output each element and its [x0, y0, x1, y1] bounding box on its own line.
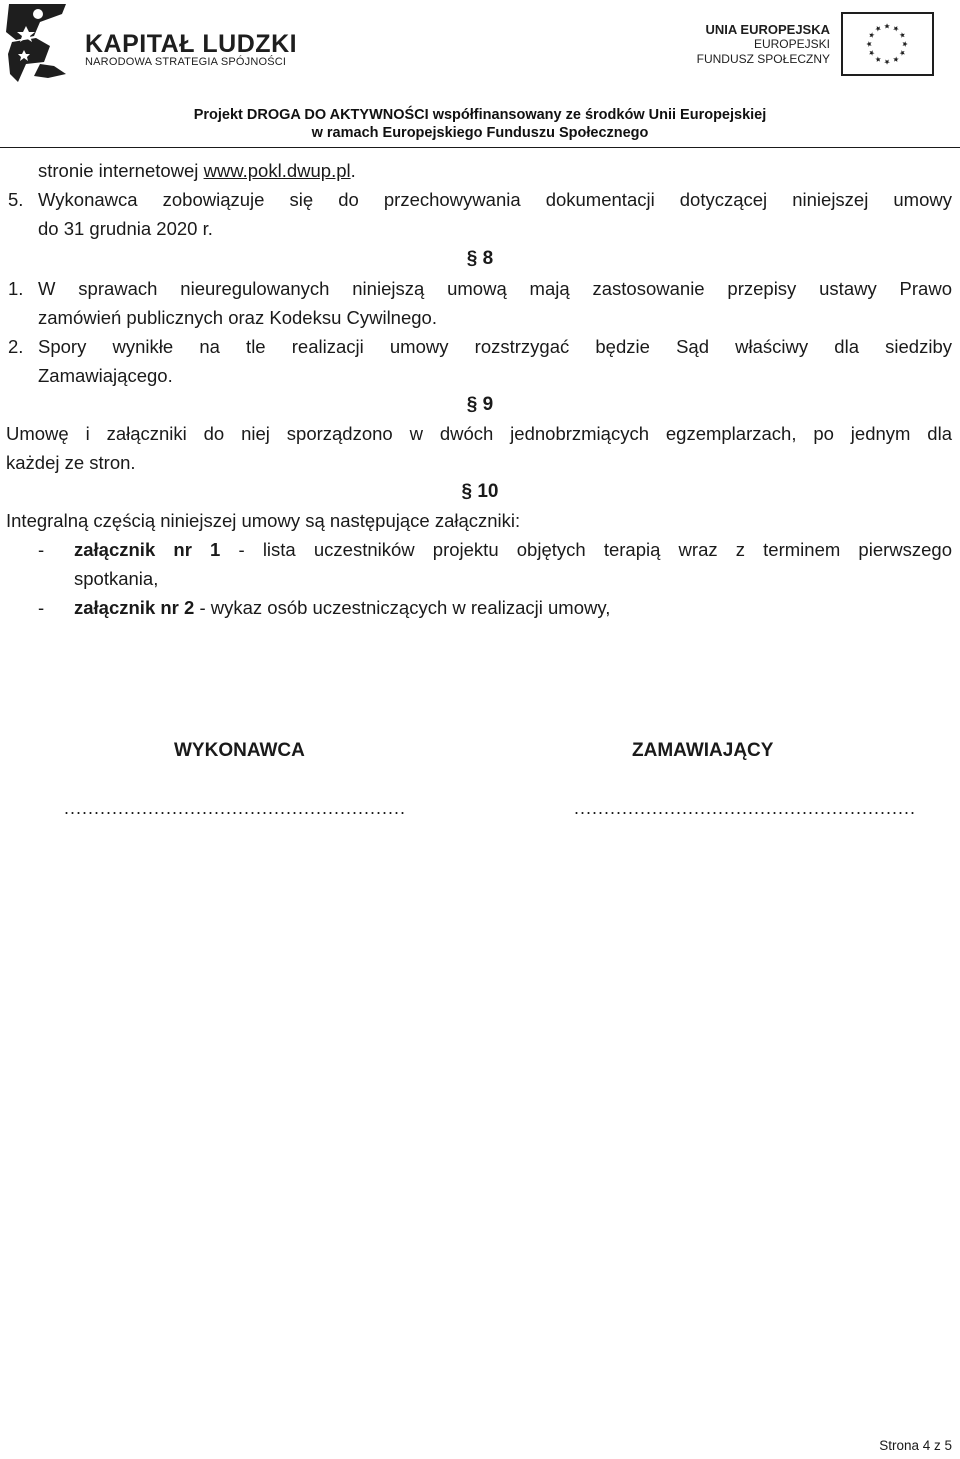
signature-line-ordering-party: ......................................................... — [574, 798, 917, 818]
continued-suffix: . — [350, 160, 356, 181]
section-10-heading: § 10 — [461, 481, 499, 502]
project-caption — [0, 106, 960, 142]
website-link[interactable]: www.pokl.dwup.pl — [203, 160, 351, 181]
signature-label-ordering-party: ZAMAWIAJĄCY — [632, 740, 774, 761]
p2-number: 2. — [8, 336, 24, 357]
signature-label-contractor: WYKONAWCA — [174, 740, 305, 761]
p5-line-2: do 31 grudnia 2020 r. — [38, 218, 213, 239]
att2-dash: - — [38, 597, 45, 618]
att2-desc: - wykaz osób uczestniczących w realizacji umowy, — [194, 597, 611, 618]
section-9-heading: § 9 — [466, 394, 494, 415]
p1-line-1: W sprawach nieuregulowanych niniejszą umową mają zastosowanie przepisy ustawy Prawo — [38, 278, 952, 299]
att1-dash: - — [38, 539, 45, 560]
p5-line-1: Wykonawca zobowiązuje się do przechowywania dokumentacji dotyczącej niniejszej umowy — [38, 189, 952, 210]
p2-line-1: Spory wynikłe na tle realizacji umowy rozstrzygać będzie Sąd właściwy dla siedziby — [38, 336, 952, 357]
continued-line — [38, 160, 356, 182]
kapital-ludzki-logo-icon — [4, 2, 84, 88]
signature-line-contractor: ......................................................... — [64, 798, 407, 818]
logo-subtitle: NARODOWA STRATEGIA SPÓJNOŚCI — [85, 56, 287, 68]
section-8-heading: § 8 — [466, 248, 494, 269]
eu-line-1: UNIA EUROPEJSKA — [705, 22, 830, 37]
eu-flag-icon — [841, 12, 934, 76]
project-line-1: Projekt DROGA DO AKTYWNOŚCI współfinansowany ze środków Unii Europejskiej — [193, 107, 767, 123]
p5-number: 5. — [8, 189, 24, 210]
p1-number: 1. — [8, 278, 24, 299]
att1-line-1 — [74, 539, 952, 561]
s9-line-2: każdej ze stron. — [6, 452, 136, 473]
p1-line-2: zamówień publicznych oraz Kodeksu Cywilnego. — [38, 307, 437, 328]
att1-line-2: spotkania, — [74, 568, 159, 589]
eu-line-3: FUNDUSZ SPOŁECZNY — [696, 52, 830, 66]
page-number: Strona 4 z 5 — [879, 1438, 952, 1453]
eu-text-block — [697, 22, 830, 67]
att1-desc: - lista uczestników projektu objętych terapią wraz z terminem pierwszego — [220, 539, 952, 560]
eu-line-2: EUROPEJSKI — [753, 37, 830, 51]
header-divider — [0, 147, 960, 148]
att1-label: załącznik nr 1 — [74, 539, 221, 560]
project-line-2: w ramach Europejskiego Funduszu Społecznego — [311, 125, 649, 141]
p2-line-2: Zamawiającego. — [38, 365, 173, 386]
s10-intro: Integralną częścią niniejszej umowy są następujące załączniki: — [6, 510, 521, 531]
att2-label: załącznik nr 2 — [74, 597, 195, 618]
continued-text: stronie internetowej — [38, 160, 204, 181]
logo-title: KAPITAŁ LUDZKI — [85, 30, 298, 58]
page-header — [0, 0, 960, 150]
att2-line — [74, 597, 610, 619]
s9-line-1: Umowę i załączniki do niej sporządzono w dwóch jednobrzmiących egzemplarzach, po jednym dla — [6, 423, 952, 444]
